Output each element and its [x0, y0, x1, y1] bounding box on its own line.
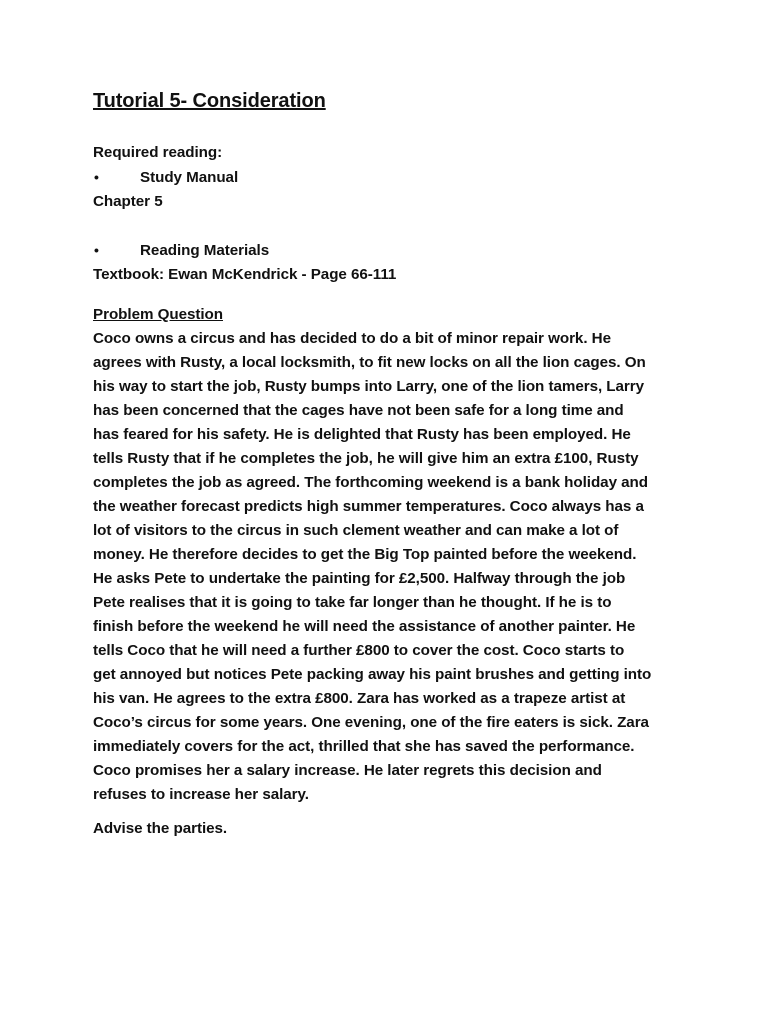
- problem-line: completes the job as agreed. The forthcoming weekend is a bank holiday and: [93, 474, 648, 491]
- reading-item-study-manual: [93, 165, 683, 190]
- problem-line: Coco promises her a salary increase. He later regrets this decision and: [93, 762, 602, 779]
- problem-line: has feared for his safety. He is delighted that Rusty has been employed. He: [93, 426, 631, 443]
- bullet-icon: •: [94, 169, 99, 185]
- problem-question-text: [93, 327, 683, 807]
- problem-question-heading: Problem Question: [93, 306, 223, 323]
- problem-line: immediately covers for the act, thrilled that she has saved the performance.: [93, 738, 635, 755]
- problem-line: lot of visitors to the circus in such clement weather and can make a lot of: [93, 522, 619, 539]
- reading-item-reading-materials: [93, 238, 683, 263]
- problem-line: Coco’s circus for some years. One evening, one of the fire eaters is sick. Zara: [93, 714, 649, 731]
- document-page: [93, 88, 683, 841]
- problem-line: get annoyed but notices Pete packing away his paint brushes and getting into: [93, 666, 652, 683]
- problem-line: refuses to increase her salary.: [93, 786, 309, 803]
- reading-item-label: Reading Materials: [140, 242, 270, 259]
- problem-line: money. He therefore decides to get the Big Top painted before the weekend.: [93, 546, 637, 563]
- closing-instruction: Advise the parties.: [93, 820, 228, 837]
- problem-line: He asks Pete to undertake the painting for £2,500. Halfway through the job: [93, 570, 626, 587]
- problem-line: agrees with Rusty, a local locksmith, to fit new locks on all the lion cages. On: [93, 354, 646, 371]
- problem-line: has been concerned that the cages have not been safe for a long time and: [93, 402, 624, 419]
- problem-line: the weather forecast predicts high summer temperatures. Coco always has a: [93, 498, 644, 515]
- required-reading-heading: Required reading:: [93, 144, 223, 161]
- problem-line: finish before the weekend he will need the assistance of another painter. He: [93, 618, 636, 635]
- problem-line: tells Rusty that if he completes the job, he will give him an extra £100, Rusty: [93, 450, 639, 467]
- reading-item-label: Study Manual: [140, 169, 239, 186]
- problem-line: his way to start the job, Rusty bumps into Larry, one of the lion tamers, Larry: [93, 378, 645, 395]
- problem-line: Coco owns a circus and has decided to do a bit of minor repair work. He: [93, 330, 611, 347]
- problem-line: Pete realises that it is going to take far longer than he thought. If he is to: [93, 594, 612, 611]
- spacer: [93, 214, 683, 238]
- problem-line: his van. He agrees to the extra £800. Zara has worked as a trapeze artist at: [93, 690, 626, 707]
- problem-line: tells Coco that he will need a further £800 to cover the cost. Coco starts to: [93, 642, 625, 659]
- reading-item-detail: Chapter 5: [93, 193, 163, 210]
- bullet-icon: •: [94, 242, 99, 258]
- page-title: Tutorial 5- Consideration: [93, 90, 326, 112]
- reading-item-detail: Textbook: Ewan McKendrick - Page 66-111: [93, 266, 397, 283]
